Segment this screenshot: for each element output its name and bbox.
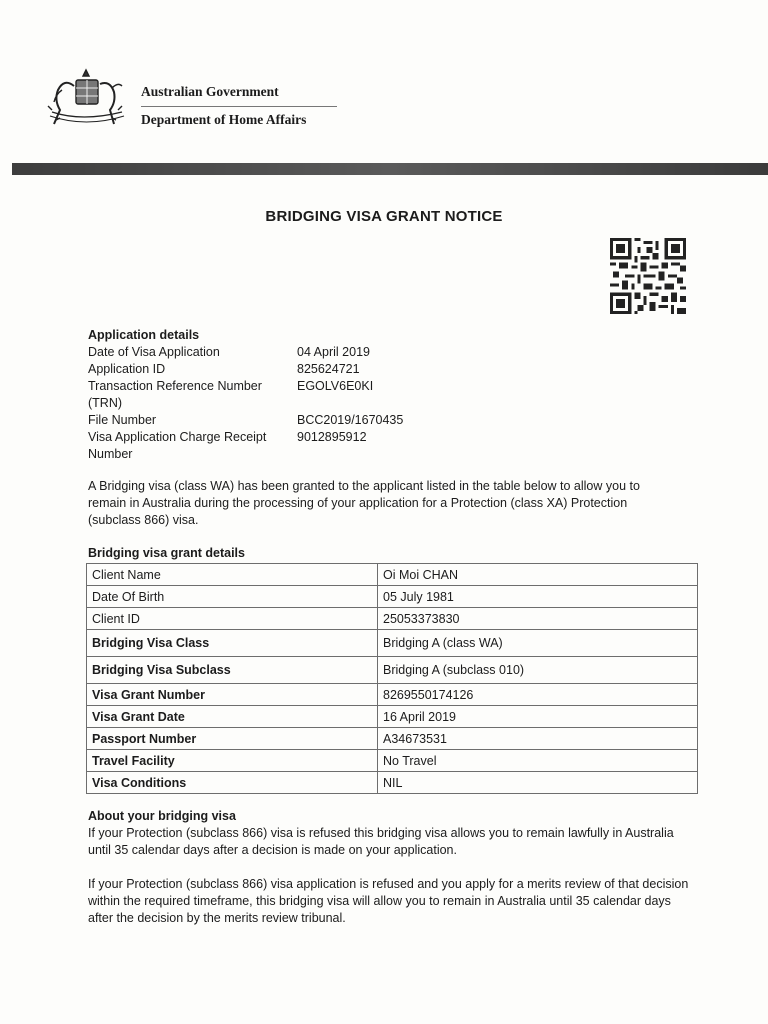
agency-block — [141, 84, 337, 128]
detail-row — [88, 378, 403, 412]
table-row — [87, 630, 698, 657]
detail-label: Date of Visa Application — [88, 345, 220, 359]
grant-intro-text: A Bridging visa (class WA) has been granted to the applicant listed in the table below to allow you to remain in Australia during the processing of your application for a Protection (class XA) Protection (subclass 866) visa. — [88, 479, 640, 527]
grant-value: 8269550174126 — [378, 684, 698, 706]
table-row — [87, 728, 698, 750]
header-band — [12, 163, 768, 175]
grant-value: Bridging A (class WA) — [378, 630, 698, 657]
detail-row — [88, 344, 403, 361]
grant-label: Bridging Visa Subclass — [87, 657, 378, 684]
grant-details-heading: Bridging visa grant details — [88, 546, 245, 560]
grant-label: Date Of Birth — [87, 586, 378, 608]
department-name: Department of Home Affairs — [141, 112, 307, 127]
detail-row — [88, 429, 403, 463]
table-row — [87, 586, 698, 608]
table-row — [87, 608, 698, 630]
application-details-heading: Application details — [88, 328, 200, 342]
table-row — [87, 750, 698, 772]
detail-row — [88, 412, 403, 429]
grant-label: Client ID — [87, 608, 378, 630]
table-row — [87, 684, 698, 706]
about-paragraph-1: If your Protection (subclass 866) visa is refused this bridging visa allows you to remain lawfully in Australia until 35 calendar days after a decision is made on your application. — [88, 826, 674, 857]
grant-value: Bridging A (subclass 010) — [378, 657, 698, 684]
detail-value: 825624721 — [297, 362, 360, 376]
table-row — [87, 772, 698, 794]
detail-label: Application ID — [88, 362, 166, 376]
table-row — [87, 706, 698, 728]
grant-label: Client Name — [87, 564, 378, 586]
notice-title: BRIDGING VISA GRANT NOTICE — [265, 208, 503, 225]
detail-value: BCC2019/1670435 — [297, 413, 404, 427]
grant-value: A34673531 — [378, 728, 698, 750]
about-paragraph-2: If your Protection (subclass 866) visa application is refused and you apply for a merits review of that decision within the required timeframe, this bridging visa will allow you to remain in Australia until 35 calendar days after the decision by the merits review tribunal. — [88, 877, 689, 925]
detail-row — [88, 361, 403, 378]
detail-label: Visa Application Charge Receipt Number — [88, 430, 267, 461]
grant-value: 16 April 2019 — [378, 706, 698, 728]
agency-divider — [141, 106, 337, 107]
about-heading: About your bridging visa — [88, 809, 236, 823]
grant-label: Bridging Visa Class — [87, 630, 378, 657]
table-row — [87, 657, 698, 684]
grant-value: NIL — [378, 772, 698, 794]
grant-details-table — [86, 563, 698, 794]
detail-value: 9012895912 — [297, 430, 367, 444]
coat-of-arms-icon — [42, 66, 132, 130]
application-details — [88, 327, 403, 463]
about-bridging-visa — [88, 808, 698, 927]
grant-value: 25053373830 — [378, 608, 698, 630]
grant-label: Passport Number — [87, 728, 378, 750]
grant-value: Oi Moi CHAN — [378, 564, 698, 586]
detail-label: Transaction Reference Number (TRN) — [88, 379, 262, 410]
qr-code-icon — [610, 238, 686, 314]
grant-label: Visa Grant Number — [87, 684, 378, 706]
grant-value: No Travel — [378, 750, 698, 772]
detail-value: 04 April 2019 — [297, 345, 370, 359]
detail-label: File Number — [88, 413, 157, 427]
grant-label: Visa Conditions — [87, 772, 378, 794]
grant-label: Travel Facility — [87, 750, 378, 772]
government-name: Australian Government — [141, 84, 279, 99]
table-row — [87, 564, 698, 586]
grant-value: 05 July 1981 — [378, 586, 698, 608]
detail-value: EGOLV6E0KI — [297, 379, 374, 393]
grant-label: Visa Grant Date — [87, 706, 378, 728]
